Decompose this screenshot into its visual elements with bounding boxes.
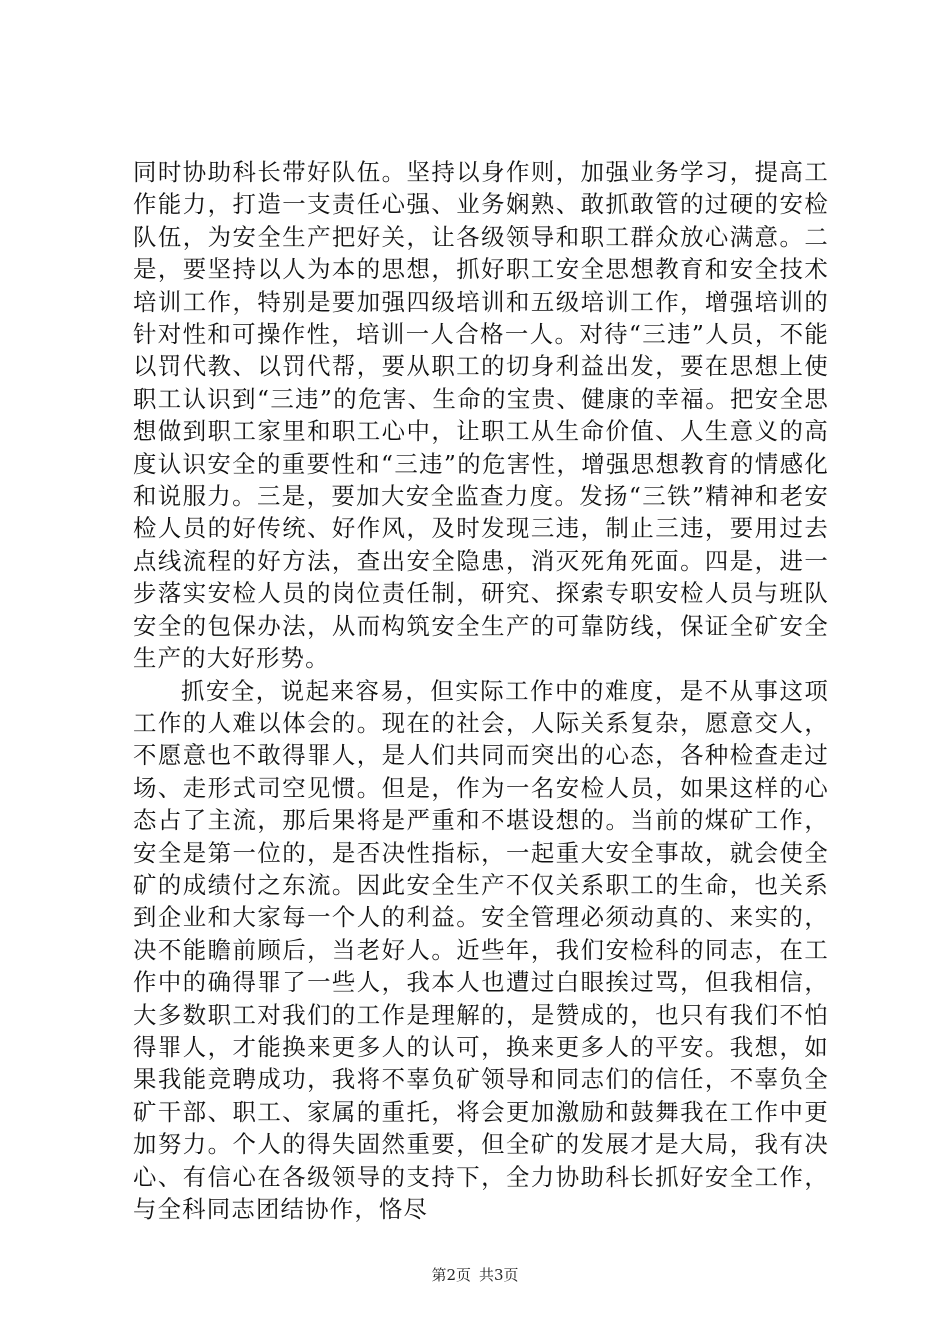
page-total: 共3页 [479, 1266, 519, 1284]
document-body [133, 156, 829, 1225]
page-number: 第2页 [431, 1266, 471, 1284]
paragraph-2: 抓安全，说起来容易，但实际工作中的难度，是不从事这项工作的人难以体会的。现在的社会，人际关系复杂，愿意交人，不愿意也不敢得罪人，是人们共同而突出的心态，各种检查走过场、走形式司空见惯。但是，作为一名安检人员，如果这样的心态占了主流，那后果将是严重和不堪设想的。当前的煤矿工作，安全是第一位的，是否决性指标，一起重大安全事故，就会使全矿的成绩付之东流。因此安全生产不仅关系职工的生命，也关系到企业和大家每一个人的利益。安全管理必须动真的、来实的，决不能瞻前顾后，当老好人。近些年，我们安检科的同志，在工作中的确得罪了一些人，我本人也遭过白眼挨过骂，但我相信，大多数职工对我们的工作是理解的，是赞成的，也只有我们不怕得罪人，才能换来更多人的认可，换来更多人的平安。我想，如果我能竞聘成功，我将不辜负矿领导和同志们的信任，不辜负全矿干部、职工、家属的重托，将会更加激励和鼓舞我在工作中更加努力。个人的得失固然重要，但全矿的发展才是大局，我有决心、有信心在各级领导的支持下，全力协助科长抓好安全工作，与全科同志团结协作，恪尽 [133, 676, 829, 1223]
page-footer [0, 1265, 950, 1285]
paragraph-1: 同时协助科长带好队伍。坚持以身作则，加强业务学习，提高工作能力，打造一支责任心强、业务娴熟、敢抓敢管的过硬的安检队伍，为安全生产把好关，让各级领导和职工群众放心满意。二是，要坚持以人为本的思想，抓好职工安全思想教育和安全技术培训工作，特别是要加强四级培训和五级培训工作，增强培训的针对性和可操作性，培训一人合格一人。对待“三违”人员，不能以罚代教、以罚代帮，要从职工的切身利益出发，要在思想上使职工认识到“三违”的危害、生命的宝贵、健康的幸福。把安全思想做到职工家里和职工心中，让职工从生命价值、人生意义的高度认识安全的重要性和“三违”的危害性，增强思想教育的情感化和说服力。三是，要加大安全监查力度。发扬“三铁”精神和老安检人员的好传统、好作风，及时发现三违，制止三违，要用过去点线流程的好方法，查出安全隐患，消灭死角死面。四是，进一步落实安检人员的岗位责任制，研究、探索专职安检人员与班队安全的包保办法，从而构筑安全生产的可靠防线，保证全矿安全生产的大好形势。 [133, 158, 829, 673]
